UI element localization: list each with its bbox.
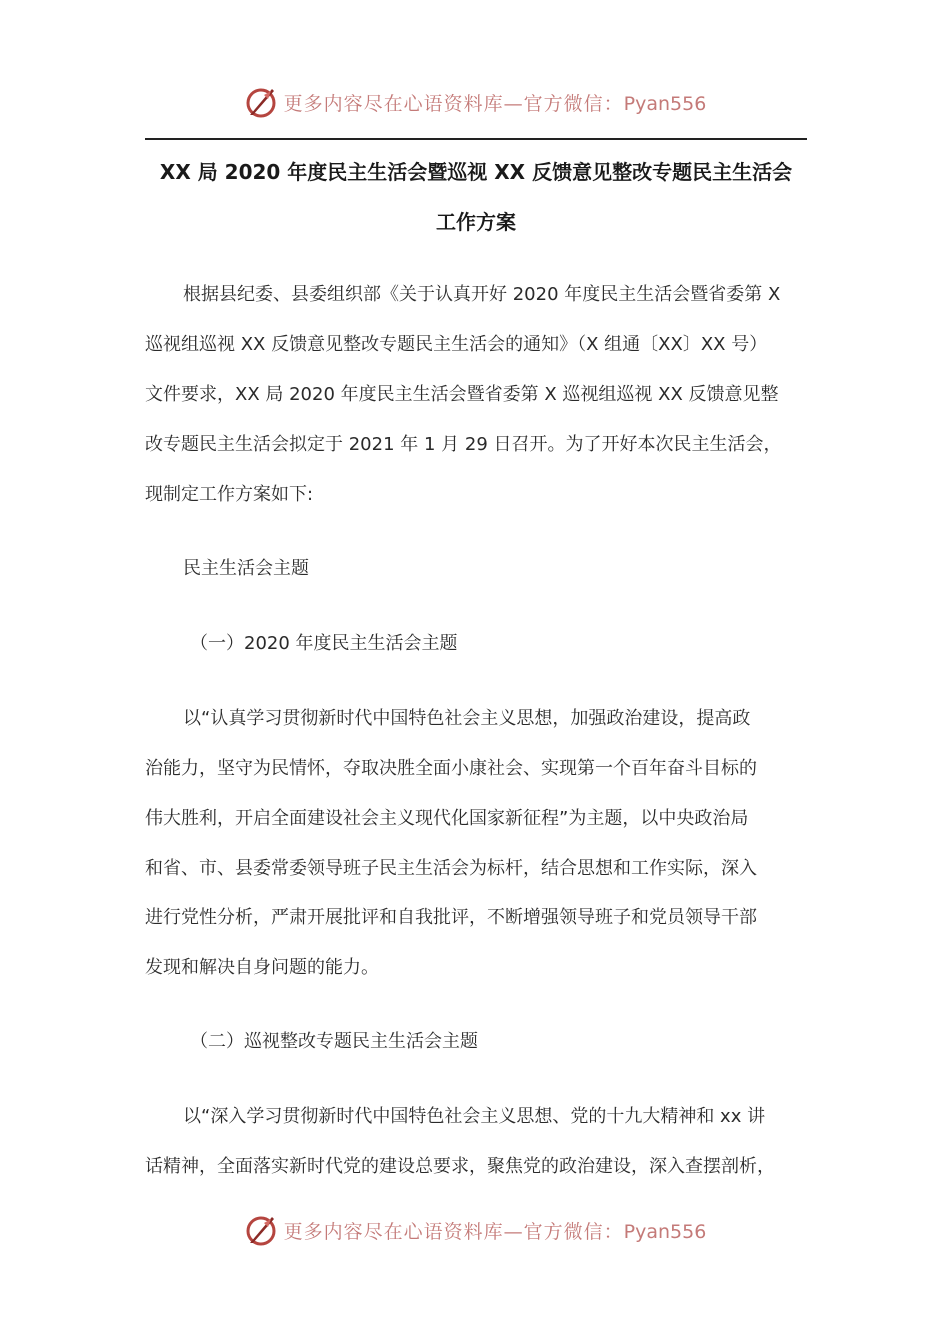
subsection-heading-2: （二）巡视整改专题民主生活会主题 [190,1031,478,1052]
intro-line: 巡视组巡视 XX 反馈意见整改专题民主生活会的通知》（X 组通〔XX〕XX 号） [145,334,768,355]
section-heading: 民主生活会主题 [183,558,309,579]
intro-line: 根据县纪委、县委组织部《关于认真开好 2020 年度民主生活会暨省委第 X [183,284,781,305]
intro-line: 现制定工作方案如下: [145,484,314,505]
subsection-1-line: 发现和解决自身问题的能力。 [145,957,379,978]
intro-line: 文件要求，XX 局 2020 年度民主生活会暨省委第 X 巡视组巡视 XX 反馈意见整 [145,384,779,405]
subsection-2-line: 以“深入学习贯彻新时代中国特色社会主义思想、党的十九大精神和 xx 讲 [183,1106,766,1127]
footer-banner [0,1210,950,1250]
subsection-heading-1: （一）2020 年度民主生活会主题 [190,633,458,654]
wechat-handle: Pyan556 [623,1220,707,1243]
quill-logo-icon [244,85,278,119]
intro-line: 改专题民主生活会拟定于 2021 年 1 月 29 日召开。为了开好本次民主生活会， [145,434,782,455]
document-title-line-2: 工作方案 [436,210,516,234]
subsection-1-line: 伟大胜利，开启全面建设社会主义现代化国家新征程”为主题，以中央政治局 [145,808,749,829]
wechat-handle: Pyan556 [623,92,707,115]
header-banner [0,82,950,122]
subsection-1-line: 进行党性分析，严肃开展批评和自我批评，不断增强领导班子和党员领导干部 [145,907,757,928]
header-banner-text: 更多内容尽在心语资料库—官方微信：Pyan556 [283,92,707,115]
subsection-1-line: 以“认真学习贯彻新时代中国特色社会主义思想，加强政治建设，提高政 [183,708,751,729]
footer-banner-text: 更多内容尽在心语资料库—官方微信：Pyan556 [283,1220,707,1243]
subsection-2-line: 话精神，全面落实新时代党的建设总要求，聚焦党的政治建设，深入查摆剖析， [145,1156,775,1177]
quill-logo-icon [244,1213,278,1247]
subsection-1-line: 治能力，坚守为民情怀，夺取决胜全面小康社会、实现第一个百年奋斗目标的 [145,758,757,779]
subsection-1-line: 和省、市、县委常委领导班子民主生活会为标杆，结合思想和工作实际，深入 [145,858,757,879]
document-title-line-1: XX 局 2020 年度民主生活会暨巡视 XX 反馈意见整改专题民主生活会 [159,160,793,184]
header-divider [145,138,807,140]
